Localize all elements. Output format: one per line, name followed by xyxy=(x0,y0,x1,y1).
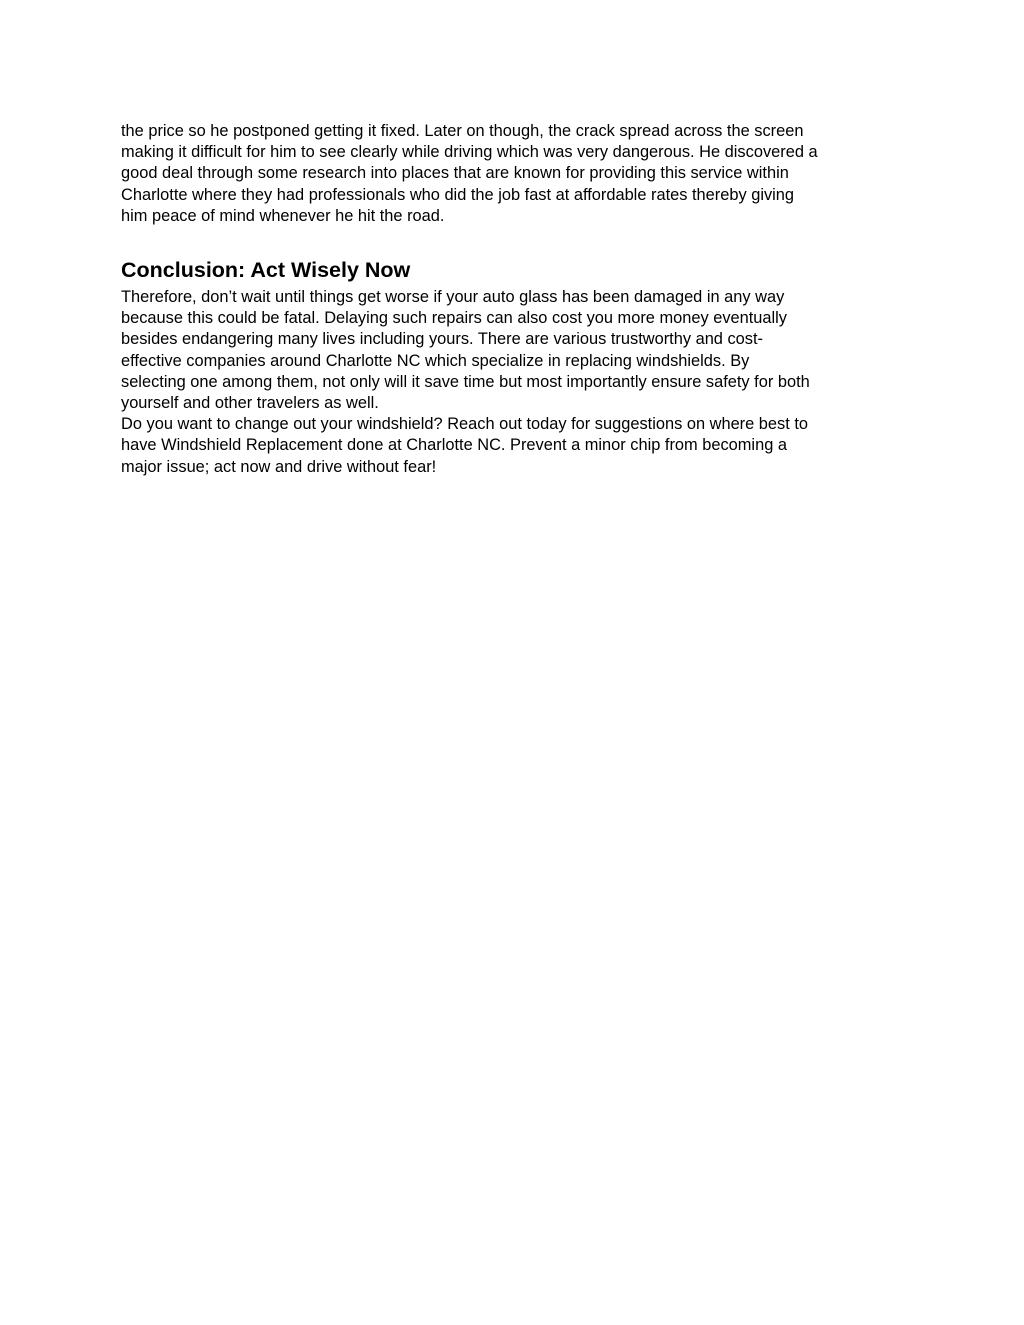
conclusion-paragraph-2 xyxy=(121,414,911,478)
text-line: Do you want to change out your windshield? Reach out today for suggestions on where best to xyxy=(121,415,809,434)
text-line: him peace of mind whenever he hit the road. xyxy=(121,206,445,225)
text-line: Charlotte where they had professionals who did the job fast at affordable rates thereby giving xyxy=(121,185,795,204)
intro-paragraph xyxy=(121,121,911,227)
text-line: have Windshield Replacement done at Charlotte NC. Prevent a minor chip from becoming a xyxy=(121,436,787,455)
text-line: Therefore, don’t wait until things get worse if your auto glass has been damaged in any way xyxy=(121,288,785,307)
text-line: besides endangering many lives including yours. There are various trustworthy and cost- xyxy=(121,330,763,349)
text-line: making it difficult for him to see clearly while driving which was very dangerous. He discovered a xyxy=(121,143,818,162)
text-line: major issue; act now and drive without fear! xyxy=(121,457,437,476)
document-content xyxy=(121,121,911,478)
text-line: yourself and other travelers as well. xyxy=(121,394,379,413)
text-line: good deal through some research into places that are known for providing this service within xyxy=(121,164,789,183)
conclusion-paragraph-1 xyxy=(121,287,911,414)
text-line: selecting one among them, not only will it save time but most importantly ensure safety for both xyxy=(121,372,810,391)
text-line: effective companies around Charlotte NC which specialize in replacing windshields. By xyxy=(121,351,750,370)
text-line: because this could be fatal. Delaying such repairs can also cost you more money eventually xyxy=(121,309,788,328)
text-line: the price so he postponed getting it fixed. Later on though, the crack spread across the screen xyxy=(121,122,804,140)
conclusion-heading: Conclusion: Act Wisely Now xyxy=(121,258,411,283)
